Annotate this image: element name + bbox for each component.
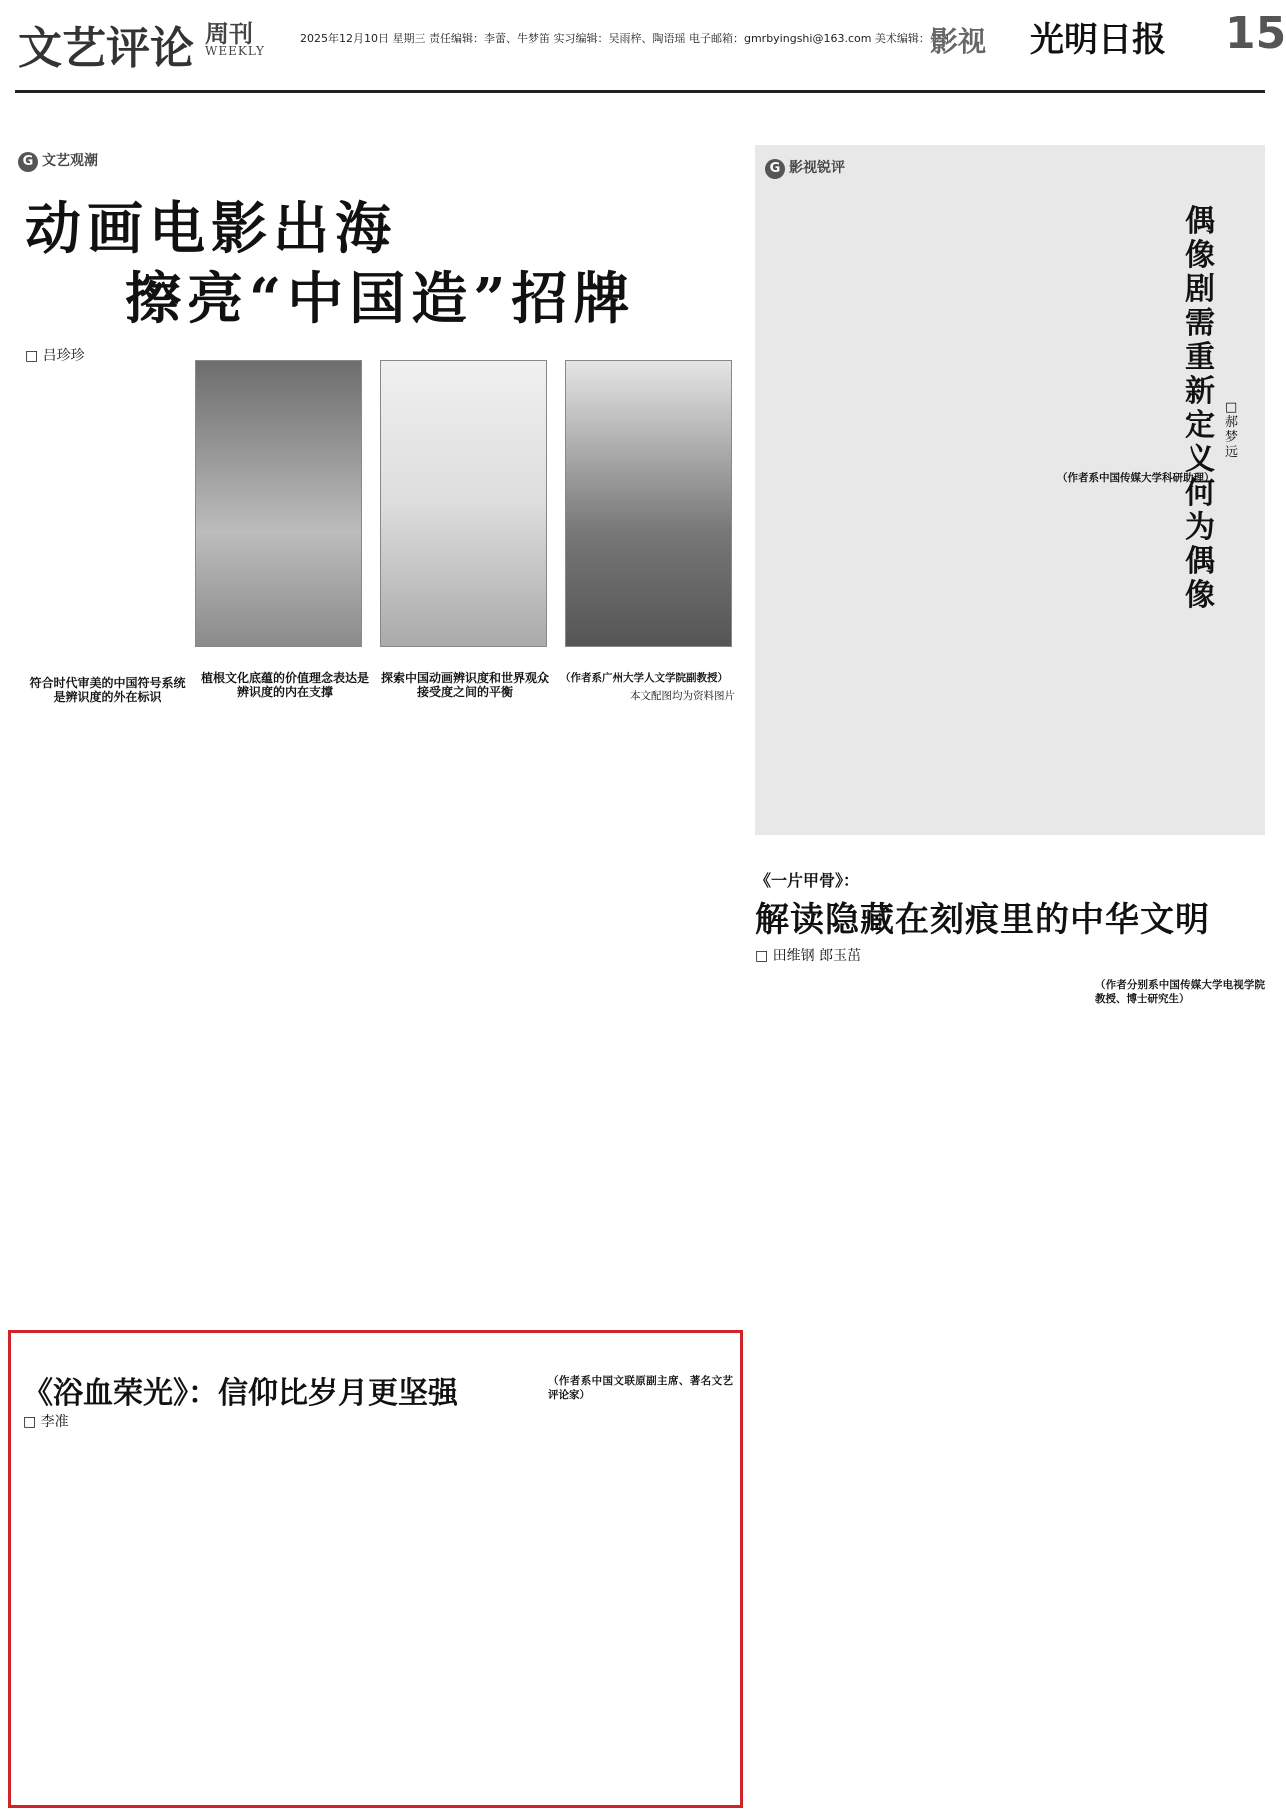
page-number: 15 <box>1225 8 1286 59</box>
section-title-left: 文艺评论 <box>18 23 194 74</box>
mid-article-byline: □ 田维钢 郎玉茁 <box>755 948 862 964</box>
main-col1 <box>25 372 190 662</box>
red-col4: （作者系中国文联原副主席、著名文艺评论家） <box>548 1375 733 1402</box>
red-col2 <box>198 1368 363 1800</box>
poster-image <box>380 360 547 647</box>
sidebar-title: 偶像剧需重新定义何为偶像 <box>1185 204 1215 613</box>
mid-col3: （作者分别系中国传媒大学电视学院教授、博士研究生） <box>1095 979 1265 1006</box>
highlight-article-box <box>8 1330 743 1808</box>
newspaper-logo: 光明日报 <box>1030 20 1166 60</box>
main-byline: □ 吕珍珍 <box>25 348 85 364</box>
poster-image <box>195 360 362 647</box>
sidebar-column-label: G 影视锐评 <box>765 157 845 179</box>
main-column-label: G 文艺观潮 <box>18 150 98 172</box>
column-tag-icon: G <box>765 159 785 179</box>
main-headline-line1: 动画电影出海 <box>25 196 397 262</box>
sidebar-byline: □ 郝梦远 <box>1225 400 1239 460</box>
red-col3 <box>373 1368 538 1800</box>
mid-col1 <box>755 972 915 1807</box>
weekly-cn: 周刊 <box>205 19 253 48</box>
red-col1 <box>23 1435 188 1800</box>
red-article-byline: □ 李准 <box>23 1414 69 1430</box>
poster-group <box>195 360 735 650</box>
header-rule <box>15 90 1265 93</box>
page-header <box>0 0 1286 110</box>
main-col2: 植根文化底蕴的价值理念表达是辨识度的内在支撑 <box>200 671 369 700</box>
red-article-headline: 《浴血荣光》：信仰比岁月更坚强 <box>23 1376 458 1411</box>
sidebar-box <box>755 145 1265 835</box>
main-col3: 探索中国动画辨识度和世界观众接受度之间的平衡 <box>380 671 549 700</box>
mid-article-label: 《一片甲骨》： <box>755 871 860 890</box>
sidebar-col3: （作者系中国传媒大学科研助理） <box>1057 472 1215 484</box>
mid-article-headline: 解读隐藏在刻痕里的中华文明 <box>755 900 1210 940</box>
section-title-right: 影视 <box>930 25 987 58</box>
column-tag-icon: G <box>18 152 38 172</box>
issue-meta: 2025年12月10日 星期三 责任编辑：李蕾、牛梦笛 实习编辑：吴雨梓、陶语瑶 电子邮箱：gmrbyingshi@163.com 美术编辑：朱江 <box>300 32 952 45</box>
main-headline-line2: 擦亮“中国造”招牌 <box>125 266 636 332</box>
poster-image <box>565 360 732 647</box>
sidebar-col1 <box>777 187 907 827</box>
main-col1b: 符合时代审美的中国符号系统是辨识度的外在标识 <box>29 676 186 705</box>
main-col4: （作者系广州大学人文学院副教授） 本文配图均为资料图片 <box>560 672 735 703</box>
mid-col2 <box>925 972 1085 1807</box>
sidebar-col2 <box>917 187 1047 827</box>
weekly-en: WEEKLY <box>205 44 265 58</box>
